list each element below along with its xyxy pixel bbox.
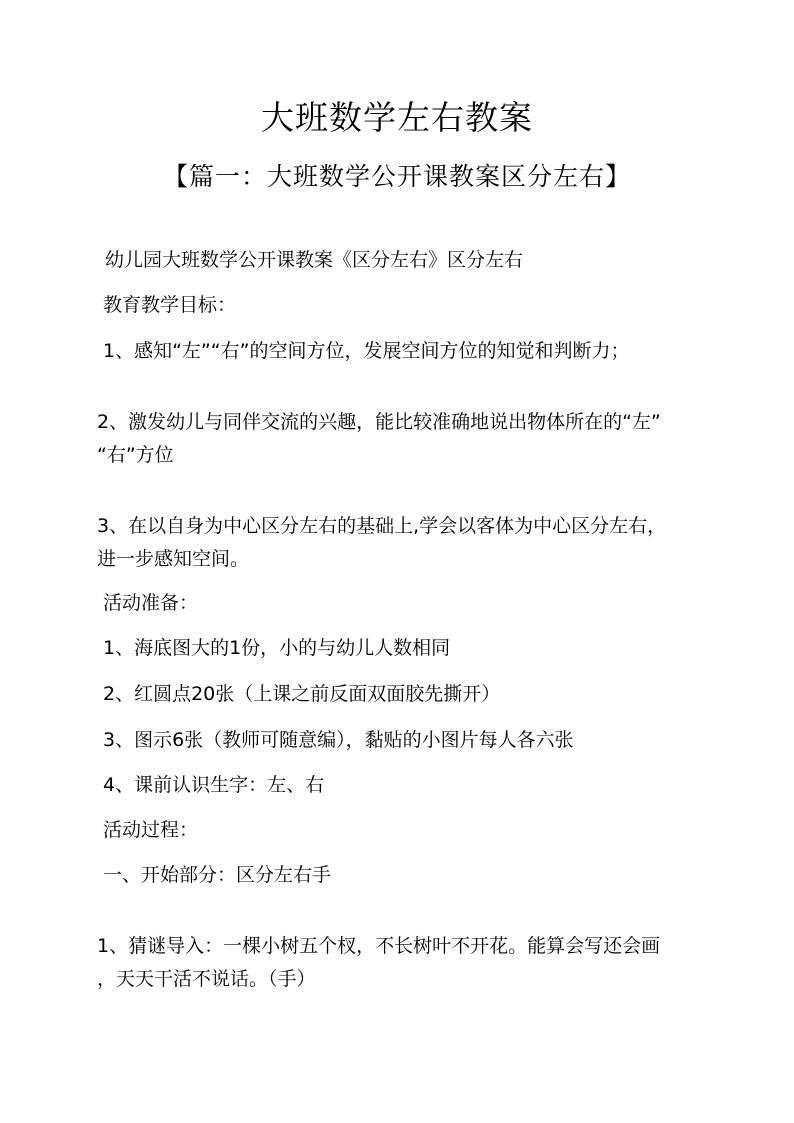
text-line: 3、在以自身为中心区分左右的基础上,学会以客体为中心区分左右， xyxy=(97,515,667,537)
text-line: 1、海底图大的1份，小的与幼儿人数相同 xyxy=(103,637,451,659)
document-title: 大班数学左右教案 xyxy=(261,98,533,137)
text-line: 1、感知“左”“右”的空间方位，发展空间方位的知觉和判断力； xyxy=(103,340,630,362)
text-line: 一、开始部分：区分左右手 xyxy=(103,864,332,886)
text-line: 2、激发幼儿与同伴交流的兴趣，能比较准确地说出物体所在的“左” xyxy=(97,411,661,433)
text-line: 4、课前认识生字：左、右 xyxy=(103,774,325,796)
text-line: 3、图示6张（教师可随意编），黏贴的小图片每人各六张 xyxy=(103,729,574,751)
text-line: 1、猜谜导入：一棵小树五个杈，不长树叶不开花。能算会写还会画 xyxy=(97,935,661,957)
section-heading-goals: 教育教学目标： xyxy=(103,294,237,316)
section-heading-preparation: 活动准备： xyxy=(103,592,199,614)
text-line: 幼儿园大班数学公开课教案《区分左右》区分左右 xyxy=(105,249,524,271)
section-heading-process: 活动过程： xyxy=(103,819,199,841)
text-line: 2、红圆点20张（上课之前反面双面胶先撕开） xyxy=(103,683,501,705)
text-line: ，天天干活不说话。（手） xyxy=(97,968,316,990)
text-line: 进一步感知空间。 xyxy=(97,548,250,570)
text-line: “右”方位 xyxy=(97,444,174,466)
document-subtitle: 【篇一：大班数学公开课教案区分左右】 xyxy=(162,162,631,191)
